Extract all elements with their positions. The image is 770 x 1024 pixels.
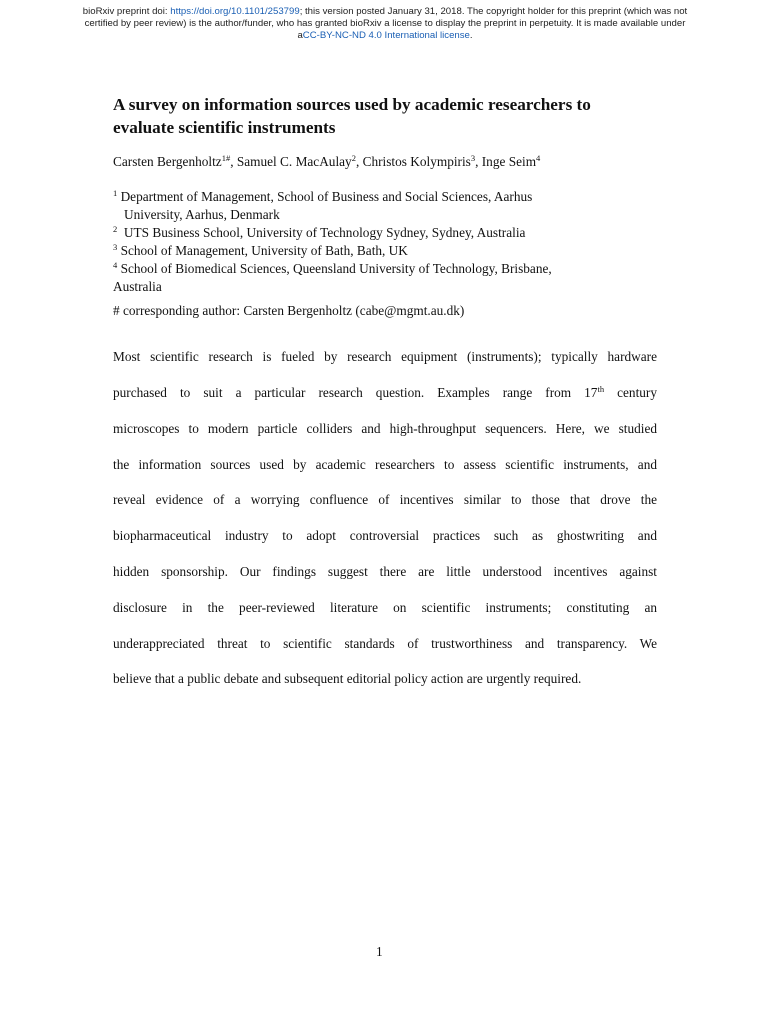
author: Christos Kolympiris$^3$, (362, 153, 482, 169)
affiliation-2: $^2$ UTS Business School, University of Technology Sydney, Sydney, Australia (113, 224, 526, 240)
abstract-line: purchased to suit a particular research question. Examples range from 17th century (113, 384, 657, 400)
affiliation-1-cont: University, Aarhus, Denmark (124, 207, 280, 222)
author: Inge Seim$^4$ (481, 153, 541, 169)
affiliation-3: $^3$ School of Management, University of Bath, Bath, UK (113, 242, 408, 258)
author-list (113, 153, 673, 171)
doi-link[interactable]: https://doi.org/10.1101/253799 (170, 6, 300, 17)
abstract-line: disclosure in the peer-reviewed literature on scientific instruments; constituting an (113, 600, 657, 615)
header-line-2: certified by peer review) is the author/funder, who has granted bioRxiv a license to display the preprint in perpetuity. It is made available under (84, 18, 686, 29)
affiliation-4-cont: Australia (113, 279, 162, 294)
corresponding-author: # corresponding author: Carsten Bergenholtz (cabe@mgmt.au.dk) (113, 303, 465, 318)
paper-title: A survey on information sources used by academic researchers to evaluate scientific instruments (113, 95, 591, 137)
abstract-line: microscopes to modern particle colliders and high-throughput sequencers. Here, we studied (113, 421, 657, 436)
author: Carsten Bergenholtz$^{1\#}$, (113, 153, 237, 169)
abstract-line: the information sources used by academic researchers to assess scientific instruments, and (113, 457, 657, 472)
abstract-line: biopharmaceutical industry to adopt controversial practices such as ghostwriting and (113, 528, 657, 543)
abstract-line: believe that a public debate and subsequent editorial policy action are urgently required. (113, 671, 582, 686)
abstract-line: reveal evidence of a worrying confluence of incentives similar to those that drove the (113, 492, 657, 507)
header-line-1: bioRxiv preprint doi: https://doi.org/10.1101/253799; this version posted January 31, 2018. The copyright holder for this preprint (which was not (82, 6, 688, 17)
affiliation-4: $^4$ School of Biomedical Sciences, Queensland University of Technology, Brisbane, (113, 260, 552, 276)
abstract-line: Most scientific research is fueled by research equipment (instruments); typically hardware (113, 349, 657, 364)
header-line-3: aCC-BY-NC-ND 4.0 International license. (297, 30, 473, 41)
preprint-header (0, 6, 770, 42)
license-link[interactable]: CC-BY-NC-ND 4.0 International license (302, 30, 470, 41)
affiliations (113, 188, 673, 296)
author: Samuel C. MacAulay$^2$, (236, 153, 363, 169)
abstract-line: hidden sponsorship. Our findings suggest there are little understood incentives against (113, 564, 657, 579)
abstract-line: underappreciated threat to scientific standards of trustworthiness and transparency. We (113, 636, 657, 651)
affiliation-1: $^1$ Department of Management, School of Business and Social Sciences, Aarhus (113, 188, 533, 204)
page-number: 1 (376, 944, 383, 959)
